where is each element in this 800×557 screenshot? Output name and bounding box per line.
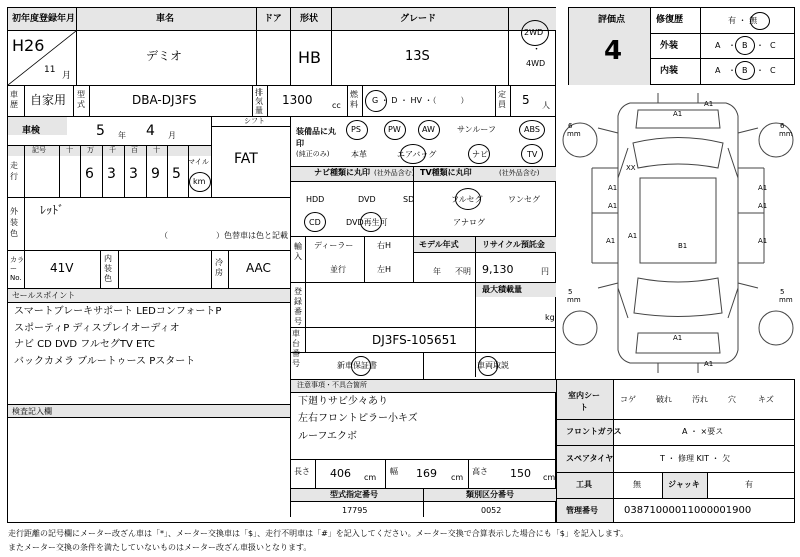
- sales-point-1: スポーティP ディスプレイオーディオ: [14, 323, 180, 334]
- damage-a1-3: A1: [758, 184, 768, 192]
- spare-tire-options: T ・ 修理 KIT ・ 欠: [660, 454, 731, 463]
- tv-analog: アナログ: [453, 218, 485, 227]
- model-year-label: モデル年式: [419, 240, 459, 249]
- import-label: 輸入: [294, 242, 302, 261]
- car-name-label: 車名: [156, 14, 175, 24]
- equip-abs: ABS: [524, 125, 540, 134]
- right-hand: 右H: [377, 241, 392, 250]
- seat-stain: 汚れ: [692, 395, 708, 404]
- model-label: 型式: [77, 90, 85, 109]
- inspection-month-unit: 月: [168, 131, 176, 140]
- grade: 13S: [405, 49, 430, 64]
- mileage-header-2: 万: [87, 146, 94, 154]
- int-c: C: [770, 66, 776, 75]
- tire-unit-rl: mm: [567, 296, 581, 304]
- equip-ps: PS: [351, 125, 361, 134]
- chassis-number: DJ3FS-105651: [372, 333, 457, 347]
- fuel-label: 燃料: [350, 90, 358, 109]
- length-label: 長さ: [294, 467, 310, 476]
- dealer: ディーラー: [314, 241, 354, 250]
- tire-depth-fl: 6: [568, 122, 573, 130]
- tv-type-label: TV種類に丸印: [420, 168, 472, 177]
- interior-color-label: 内装色: [104, 254, 112, 283]
- left-hand: 左H: [377, 265, 392, 274]
- warranty: 新車保証書: [337, 361, 377, 370]
- recycle-label: リサイクル預託金: [482, 240, 545, 249]
- height-label: 高さ: [472, 467, 488, 476]
- int-a: A: [715, 66, 721, 75]
- inspection-month: 4: [146, 123, 155, 139]
- equip-navi: ナビ: [472, 150, 488, 159]
- width-unit: cm: [451, 473, 464, 482]
- body-shape: HB: [298, 48, 322, 67]
- tire-unit-fl: mm: [567, 130, 581, 138]
- color-label: 外装色: [10, 207, 18, 238]
- displacement-label: 排気量: [255, 88, 263, 115]
- mgmt-number: 03871000011000001900: [624, 505, 752, 516]
- displacement-unit: cc: [332, 101, 341, 110]
- mileage-label: 走行: [10, 161, 18, 181]
- repair-label: 修復歴: [656, 15, 684, 25]
- capacity: 5: [522, 93, 530, 107]
- fuel-options: G ・ D ・ HV ・（ ）: [372, 96, 469, 105]
- seat-tear: 破れ: [656, 395, 672, 404]
- tire-unit-rr: mm: [779, 296, 793, 304]
- damage-a1-2: A1: [608, 184, 618, 192]
- exterior-label: 外装: [660, 41, 679, 51]
- navi-dvd-play: DVD再生可: [346, 218, 388, 227]
- max-load-unit: kg: [545, 313, 555, 322]
- ac-label: 冷房: [215, 258, 223, 277]
- inspection-label: 車検: [22, 126, 41, 136]
- damage-a1-1: A1: [673, 110, 683, 118]
- recycle-unit: 円: [541, 267, 549, 276]
- mileage-digit-1: 3: [107, 166, 116, 182]
- mileage-header-0: 記号: [32, 146, 46, 154]
- damage-b1: B1: [678, 242, 688, 250]
- navi-sd: SD: [403, 195, 415, 204]
- door-label: ドア: [264, 14, 282, 24]
- color-code: 41V: [50, 261, 74, 275]
- manual: 車両取説: [477, 361, 509, 370]
- tools-label: 工具: [576, 480, 592, 489]
- car-name: デミオ: [146, 49, 183, 63]
- inspection-year: 5: [96, 123, 105, 139]
- jack-label: ジャッキ: [668, 480, 700, 489]
- navi-type-label: ナビ種類に丸印: [314, 168, 370, 177]
- chassis-label: 車台番号: [292, 329, 300, 368]
- model-year-value: 不明: [455, 267, 471, 276]
- score-value: 4: [604, 36, 623, 66]
- height-unit: cm: [543, 473, 556, 482]
- notes-label: 注意事項・不具合箇所: [297, 381, 367, 389]
- registration-label: 登録番号: [294, 287, 302, 326]
- height: 150: [510, 467, 531, 480]
- score-label: 評価点: [598, 15, 626, 25]
- mileage-digit-2: 3: [129, 166, 138, 182]
- interior-label: 内装: [660, 66, 679, 76]
- tv-type-sublabel: (社外品含む): [499, 169, 540, 177]
- reg-month-unit: 月: [62, 71, 72, 81]
- grade-label: グレード: [400, 14, 437, 24]
- color-note: （ ）色替車は色と記載: [160, 231, 288, 240]
- max-load-label: 最大積載量: [482, 285, 522, 294]
- reg-year-label: 初年度登録年月: [12, 14, 76, 24]
- mileage-header-4: 百: [131, 146, 138, 154]
- equipment-label: 装備品に丸印: [296, 127, 336, 148]
- mileage-digit-3: 9: [151, 166, 160, 182]
- seat-hole: 穴: [728, 395, 736, 404]
- int-b: B: [742, 66, 748, 75]
- width-label: 幅: [390, 467, 398, 476]
- footer-note-0: 走行距離の記号欄にメーター改ざん車は「*」、メーター交換車は「$」、走行不明車は「#」を記入してください。メーター交換で合算表示した場合にも「$」を記入します。: [8, 529, 629, 538]
- damage-a1-5: A1: [758, 202, 768, 210]
- reg-month: 11: [44, 65, 56, 75]
- tire-depth-rr: 5: [780, 288, 785, 296]
- tools-value: 無: [633, 480, 641, 489]
- damage-a1-0: A1: [704, 100, 714, 108]
- equip-tv: TV: [527, 150, 538, 159]
- damage-a1-9: A1: [673, 334, 683, 342]
- seat-burn: コゲ: [620, 395, 636, 404]
- usage-value: 自家用: [30, 93, 67, 107]
- equip-airbag: エアバッグ: [397, 150, 437, 159]
- inspection-year-unit: 年: [118, 131, 126, 140]
- sales-point-3: バックカメラ ブルートゥース Pスタート: [14, 356, 196, 367]
- seat-scratch: キズ: [758, 395, 774, 404]
- windshield-label: フロントガラス: [566, 427, 622, 436]
- footer-note-1: またメーター交換の条件を満たしていないものはメーター改ざん車扱いとなります。: [8, 543, 312, 552]
- damage-a1-4: A1: [608, 202, 618, 210]
- damage-a1-10: A1: [704, 360, 714, 368]
- equipment-sublabel: (純正のみ): [296, 150, 330, 158]
- sales-points-label: セールスポイント: [12, 291, 76, 300]
- equip-aw: AW: [422, 125, 435, 134]
- equip-sunroof: サンルーフ: [457, 125, 496, 134]
- tv-fullseg: フルセグ: [451, 195, 483, 204]
- damage-xx: XX: [626, 164, 636, 172]
- tire-depth-rl: 5: [568, 288, 573, 296]
- shape-label: 形状: [300, 14, 319, 24]
- tire-depth-fr: 6: [780, 122, 785, 130]
- spare-tire-label: スペアタイヤ: [566, 454, 614, 463]
- drive-4wd: 4WD: [526, 59, 546, 68]
- capacity-unit: 人: [542, 101, 550, 110]
- mileage-digit-0: 6: [85, 166, 94, 182]
- navi-cd: CD: [309, 218, 321, 227]
- inspector-label: 検査記入欄: [12, 407, 52, 416]
- navi-dvd: DVD: [358, 195, 376, 204]
- ext-b: B: [742, 41, 748, 50]
- sales-point-2: ナビ CD DVD フルセグTV ETC: [14, 339, 155, 350]
- drive-2wd: 2WD: [524, 28, 544, 37]
- type-number: 17795: [342, 506, 368, 515]
- mileage-header-1: 十: [66, 146, 73, 154]
- tire-unit-fr: mm: [779, 130, 793, 138]
- mileage-digit-4: 5: [172, 166, 181, 182]
- windshield-options: A ・ ×要ス: [682, 427, 724, 436]
- mileage-header-5: 十: [153, 146, 160, 154]
- ext-a: A: [715, 41, 721, 50]
- equip-pw: PW: [388, 125, 401, 134]
- class-number: 0052: [481, 506, 502, 515]
- capacity-label: 定員: [498, 90, 506, 109]
- model-code: DBA-DJ3FS: [132, 93, 197, 107]
- color-code-label: カラーNo.: [10, 256, 24, 282]
- mileage-header-3: 千: [109, 146, 116, 154]
- mgmt-label: 管理番号: [566, 506, 598, 515]
- class-number-label: 類別区分番号: [466, 490, 514, 499]
- ext-c: C: [770, 41, 776, 50]
- car-damage-diagram: [558, 88, 798, 378]
- equip-leather: 本革: [351, 150, 367, 159]
- length-unit: cm: [364, 473, 377, 482]
- navi-type-sublabel: (社外品含む): [374, 169, 415, 177]
- mileage-unit: km: [193, 177, 206, 186]
- interior-seat-label: 室内シート: [568, 391, 600, 412]
- damage-a1-6: A1: [628, 232, 638, 240]
- width: 169: [416, 467, 437, 480]
- tv-oneseg: ワンセグ: [508, 195, 540, 204]
- shift-value: FAT: [234, 151, 258, 167]
- note-0: 下廻りサビ少々あり: [298, 396, 388, 407]
- model-year-unit: 年: [433, 267, 441, 276]
- jack-value: 有: [745, 480, 753, 489]
- repair-options: 有 ・ 無: [728, 16, 758, 25]
- mileage-header-6: マイル: [188, 158, 209, 166]
- note-2: ルーフエクボ: [298, 431, 357, 442]
- era-year: H26: [12, 36, 45, 55]
- shift-label: シフト: [244, 117, 265, 125]
- recycle-amount: 9,130: [482, 263, 514, 276]
- usage-label: 車歴: [10, 90, 18, 109]
- ac-value: AAC: [246, 261, 271, 275]
- color-value: ﾚｯﾄﾞ: [40, 203, 65, 217]
- length: 406: [330, 467, 351, 480]
- note-1: 左右フロントピラー小キズ: [298, 413, 418, 424]
- header-strip: [8, 8, 556, 30]
- damage-a1-8: A1: [758, 237, 768, 245]
- parallel: 並行: [330, 265, 346, 274]
- type-number-label: 型式指定番号: [330, 490, 378, 499]
- damage-a1-7: A1: [606, 237, 616, 245]
- navi-hdd: HDD: [306, 195, 325, 204]
- displacement: 1300: [282, 93, 313, 107]
- sales-point-0: スマートブレーキサポート LEDコンフォートP: [14, 306, 222, 317]
